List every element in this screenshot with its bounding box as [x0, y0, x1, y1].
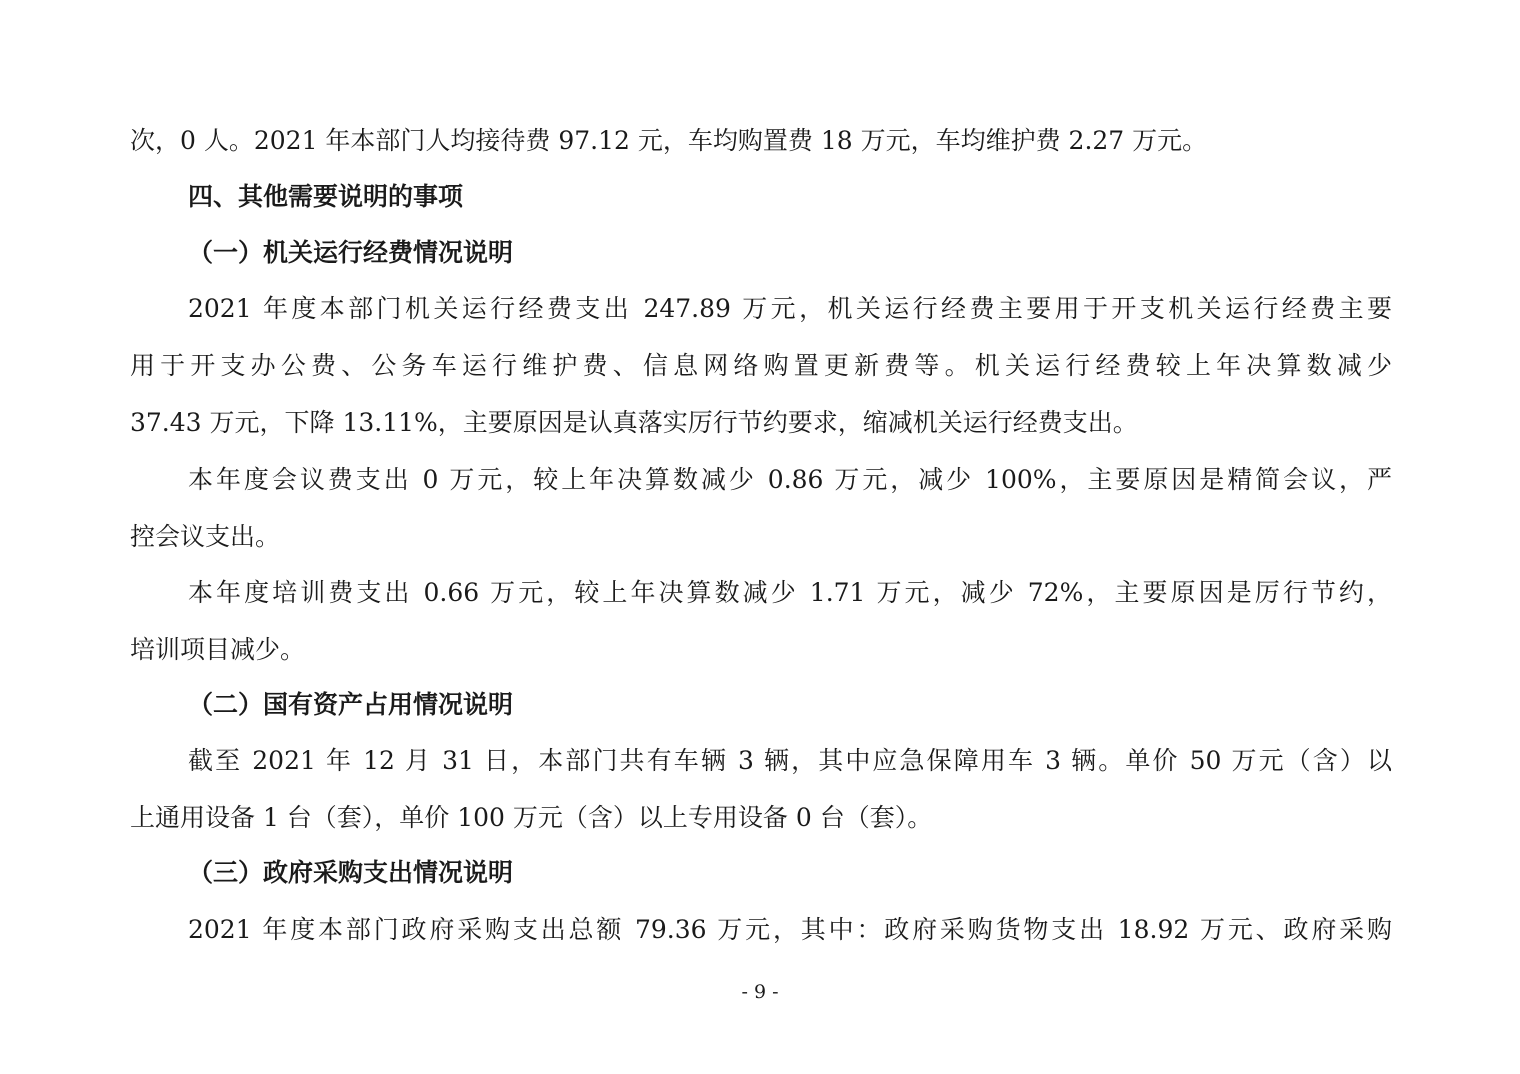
paragraph-line: 次，0 人。2021 年本部门人均接待费 97.12 元，车均购置费 18 万元，车均维护费 2.27 万元。	[130, 126, 1208, 155]
paragraph-line: 本年度会议费支出 0 万元，较上年决算数减少 0.86 万元，减少 100%，主要原因是精简会议，严	[188, 465, 1392, 494]
section-heading: 四、其他需要说明的事项	[188, 182, 464, 211]
paragraph-line: 上通用设备 1 台（套），单价 100 万元（含）以上专用设备 0 台（套）。	[130, 803, 933, 832]
document-page	[130, 0, 1392, 1074]
subsection-heading: （三）政府采购支出情况说明	[188, 858, 514, 887]
paragraph-line: 37.43 万元，下降 13.11%，主要原因是认真落实厉行节约要求，缩减机关运行经费支出。	[130, 408, 1138, 437]
paragraph-line: 用于开支办公费、公务车运行维护费、信息网络购置更新费等。机关运行经费较上年决算数减少	[130, 351, 1392, 380]
paragraph-line: 2021 年度本部门机关运行经费支出 247.89 万元，机关运行经费主要用于开支机关运行经费主要	[188, 294, 1392, 323]
page-number: - 9 -	[741, 981, 779, 1003]
paragraph-line: 控会议支出。	[130, 522, 281, 551]
paragraph-line: 本年度培训费支出 0.66 万元，较上年决算数减少 1.71 万元，减少 72%，主要原因是厉行节约，	[188, 578, 1392, 607]
paragraph-line: 截至 2021 年 12 月 31 日，本部门共有车辆 3 辆，其中应急保障用车 3 辆。单价 50 万元（含）以	[188, 746, 1392, 775]
subsection-heading: （二）国有资产占用情况说明	[188, 690, 514, 719]
paragraph-line: 2021 年度本部门政府采购支出总额 79.36 万元，其中：政府采购货物支出 18.92 万元、政府采购	[188, 915, 1392, 944]
subsection-heading: （一）机关运行经费情况说明	[188, 238, 514, 267]
paragraph-line: 培训项目减少。	[130, 635, 306, 664]
